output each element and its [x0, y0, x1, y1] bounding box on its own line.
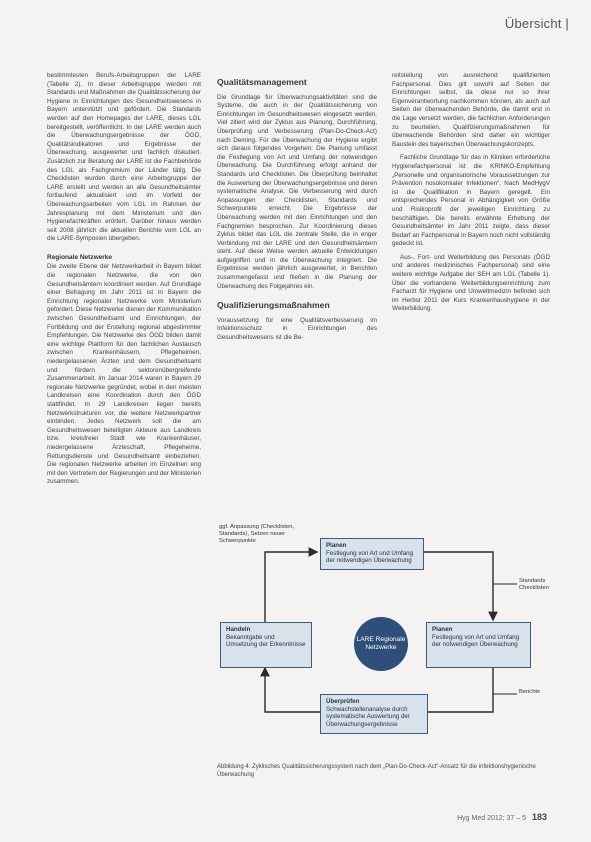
- heading-qualification-measures: Qualifizierungsmaßnahmen: [217, 300, 330, 311]
- box-text: Bekanntgabe und Umsetzung der Erkenntnisse: [226, 633, 306, 649]
- page-number: 183: [531, 812, 547, 822]
- box-plan-top: [320, 538, 424, 570]
- box-text: Festlegung von Art und Umfang der notwendigen Überwachung: [432, 633, 520, 649]
- text-column-3: [392, 72, 550, 314]
- subheading-regional-networks: Regionale Netzwerke: [47, 253, 113, 261]
- box-title: Planen: [326, 542, 347, 549]
- journal-citation: Hyg Med 2012; 37 – 5: [457, 815, 527, 822]
- paragraph: Aus-, Fort- und Weiterbildung des Personals (ÖGD und anderes medizinisches Fachpersonal) sind eine weitere wichtige Aufgabe der SEH am LGL (Tabelle 1). Über die vorhandene Weiterbildungseinrichtung zum Facharzt für Hygiene und Umweltmedizin befindet sich im Herbst 2011 der Kurs Krankenhaushygiene in der Weiterbildung.: [392, 253, 550, 313]
- paragraph: Voraussetzung für eine Qualitätsverbesserung im Infektionsschutz in Einrichtungen des Gesundheitswesens ist die Be-: [217, 316, 377, 342]
- box-text: Schwachstellenanalyse durch systematische Auswertung der Überwachungsergebnisse: [326, 705, 410, 728]
- pdca-cycle-diagram: [217, 522, 551, 750]
- paragraph: reitstellung von ausreichend qualifiziertem Fachpersonal. Dies gilt sowohl auf Seiten der Einrichtungen selbst, da diese nur so ihrer Eigenverantwortung nachkommen können, als auch auf Seiten der überwachenden Behörde, die damit erst in die Lage versetzt werden, die fachlichen Anforderungen zu beurteilen. Qualifizierungsmaßnahmen für überwachende Behörden sind daher ein wichtiger Baustein des bayerischen Überwachungskonzepts.: [392, 72, 550, 148]
- box-text: Festlegung von Art und Umfang der notwendigen Überwachung: [326, 549, 414, 565]
- paragraph: Die Grundlage für Überwachungsaktivitäten sind die Systeme, die auch in der Qualitätssicherung von Einrichtungen im Gesundheitswesen eingesetzt werden. Viel zitiert wird der Zyklus aus Planung, Durchführung, Überprüfung und Verbesserung (Plan-Do-Check-Act) nach Deming. Für die Überwachung der Hygiene ergibt sich daraus folgendes Vorgehen: Die Planung umfasst die Festlegung von Art und Umfang der notwendigen Überwachung. Die Durchführung erfolgt anhand der Standards und Checklisten. Die Überprüfung beinhaltet die Auswertung der Überwachungsergebnisse und deren systematische Analyse. Die Verbesserung wird durch Anpassungen der Checklisten, Standards und Schwerpunkte erreicht. Die Ergebnisse der Überwachung werden mit den Einrichtungen und den Fachgremien besprochen. Zur Koordinierung dieses Zyklus bildet das LGL die zentrale Stelle, die in enger Verbindung mit der LARE und den Gesundheitsämtern steht. Auf diese Weise werden aktuelle Entwicklungen aufgegriffen und in die Überwachung integriert. Die Ergebnisse werden jährlich ausgewertet, in Berichten zusammengefasst und fließen in die Planung der Überwachung des Folgejahres ein.: [217, 93, 377, 290]
- page-footer: [457, 812, 547, 822]
- text-column-2: [217, 72, 377, 343]
- box-act: [220, 622, 312, 668]
- note-reports: Berichte: [519, 689, 541, 695]
- section-title: Übersicht |: [504, 16, 569, 31]
- box-title: Handeln: [226, 626, 251, 633]
- paragraph: Fachliche Grundlage für das in Kliniken erforderliche Hygienefachpersonal ist die KRINKO-Empfehlung „Personelle und organisatorische Voraussetzungen zur Prävention nosokomialer Infektionen“. Nach MedHygV ist die Qualifikation in Bayern geregelt. Ein entsprechendes Personal in Abhängigkeit von Größe und Risikoprofil der jeweiligen Einrichtung zu beschäftigen. Die bereits erwähnte Erhebung der Gesundheitsämter im Jahr 2011 zeigte, dass dieser Bedarf an Fachpersonal in Bayern noch nicht vollständig gedeckt ist.: [392, 154, 550, 248]
- paragraph: bestimmtesten Berufs-Arbeitsgruppen der LARE (Tabelle 2). In dieser Arbeitsgruppe werden mit Standards und Maßnahmen die Qualitätssicherung der Hygiene in Einrichtungen des Gesundheitswesens in Bayern unterstützt und gefördert. Die Standards werden auf den Homepages der LARE, dieses LGL bereitgestellt, veröffentlicht. In der LARE werden auch die Überwachungsergebnisse der ÖGD, Qualitätsindikatoren und Ergebnisse der Überwachung, ausgewertet und fachlich diskutiert. Zusätzlich zur Beratung der LARE ist die Fachbehörde des LGL als Fachgremium der Länder tätig. Die Checklisten wurden durch eine Arbeitsgruppe der LARE erstellt und werden an alle Gesundheitsämter fortlaufend aktualisiert und im Vorfeld der Überwachungsarbeiten vom LGL im Rahmen der Jahresplanung mit dem Ministerium und den Hygienefachkräften erörtert. Darüber hinaus werden seit 2008 jährlich die aktuellen Berichte vom LGL an die LARE-Symposien übergeben.: [47, 72, 201, 243]
- center-lare-circle: LARE Regionale Netzwerke: [354, 617, 408, 671]
- heading-quality-management: Qualitätsmanagement: [217, 77, 307, 87]
- box-check: [320, 694, 428, 734]
- note-adjustment: ggf. Anpassung (Checklisten, Standards), Setzen neuer Schwerpunkte: [219, 524, 295, 544]
- note-standards: Standards Checklisten: [519, 578, 549, 591]
- paragraph: Die zweite Ebene der Netzwerkarbeit in Bayern bildet die regionalen Netzwerke, die von den Gesundheitsämtern koordiniert werden. Auf Grundlage einer Befragung im Jahr 2011 ist in Bayern die Einrichtung regionaler Netzwerke vom Ministerium gefordert. Diese Netzwerke dienen der Kommunikation zwischen Gesundheitsamt und Einrichtungen, der Fortbildung und der Erstellung regional abgestimmter Empfehlungen. Die Netzwerke des ÖGD bilden damit eine wichtige Plattform für den fachlichen Austausch zwischen Krankenhäusern, Pflegeheimen, niedergelassenen Ärzten und dem Gesundheitsamt und fördern die sektorenübergreifende Zusammenarbeit. Im Januar 2014 waren in Bayern 29 regionale Netzwerke gegründet, wobei in den meisten Landkreisen eine Koordination durch den ÖGD stattfindet. In 29 Landkreisen liegen bereits Netzwerkstrukturen vor, die weitere Netzwerkpartner einbinden. Jedes Netzwerk soll die am Gesundheitswesen beteiligten Akteure aus Landkreis bzw. kreisfreier Stadt wie Krankenhäuser, niedergelassene Ärzteschaft, Pflegeheime, Rettungsdienste und Gesundheitsamt einbeziehen. Die regionalen Netzwerke arbeiten im Einzelnen eng mit den Vertretern der Regierungen und der Ministerien zusammen.: [47, 263, 202, 486]
- text-column-1: [47, 72, 201, 487]
- page-header: [0, 0, 591, 30]
- figure-caption: Abbildung 4: Zyklisches Qualitätssicherungssystem nach dem „Plan-Do-Check-Act“-Ansatz für die infektionshygienische Überwachung: [217, 764, 536, 778]
- box-title: Planen: [432, 626, 453, 633]
- box-title: Überprüfen: [326, 698, 360, 705]
- box-plan-right: [426, 622, 531, 668]
